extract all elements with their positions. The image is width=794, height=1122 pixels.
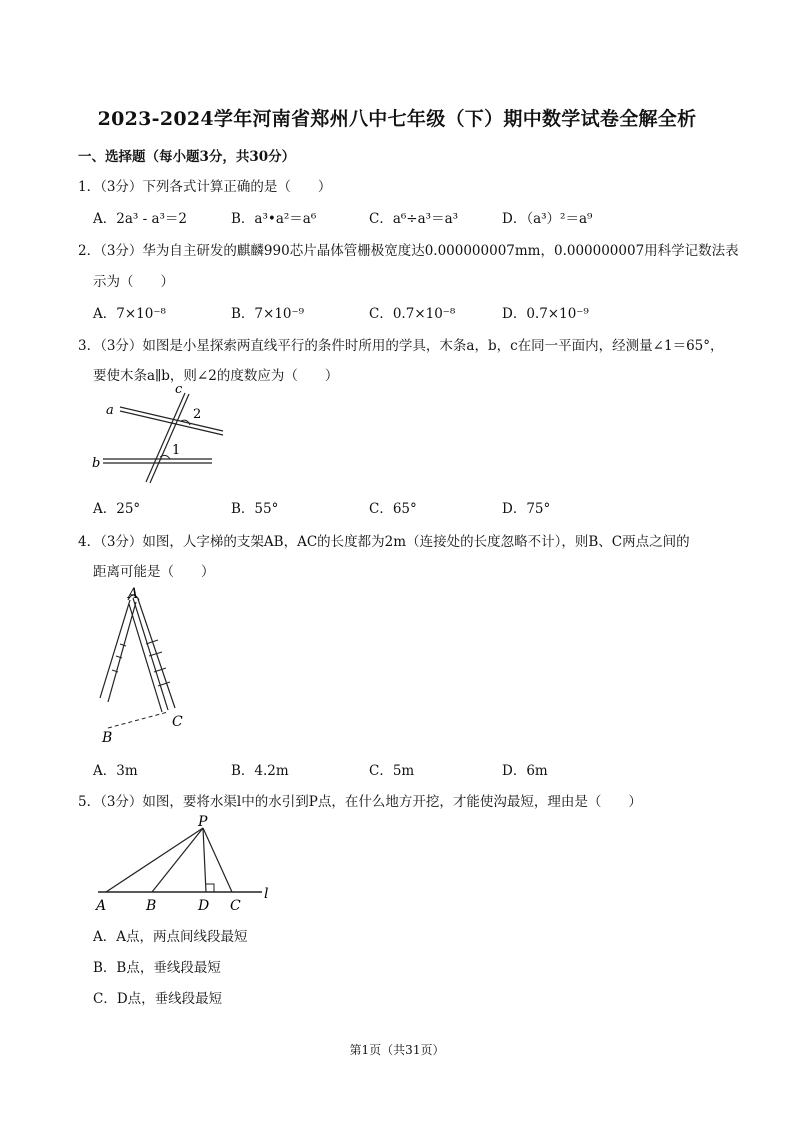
q2-option-d — [502, 302, 589, 322]
question-1-stem — [78, 175, 331, 195]
question-number: 2． — [78, 243, 101, 259]
option-text: 6m — [526, 763, 548, 779]
option-text: 0.7×10⁻⁹ — [526, 306, 589, 322]
question-2-stem — [78, 239, 739, 259]
option-text: 7×10⁻⁹ — [254, 306, 305, 322]
q5-option-c — [93, 987, 222, 1007]
option-label: B． — [231, 211, 255, 227]
option-text: 3m — [116, 763, 138, 779]
option-text: a³•a²＝a⁶ — [254, 211, 317, 227]
ladder-leg-ac — [129, 598, 175, 712]
question-4-stem-cont: 距离可能是（ ） — [93, 564, 215, 580]
q4-option-a — [93, 759, 138, 779]
option-label: C． — [369, 763, 393, 779]
label-c-point: C — [230, 898, 241, 912]
option-label: A． — [93, 929, 117, 945]
option-text: 5m — [392, 763, 415, 779]
q1-option-b — [231, 207, 316, 227]
option-text: 75° — [526, 501, 551, 517]
question-4-stem — [78, 530, 690, 550]
question-3-stem-cont: 要使木条a∥b，则∠2的度数应为（ ） — [93, 368, 339, 384]
label-b-point: B — [146, 898, 157, 912]
label-a-point: A — [128, 586, 139, 602]
page-footer: 第1页（共31页） — [349, 1043, 445, 1057]
question-5-stem — [78, 790, 642, 810]
segment-pd — [203, 828, 206, 892]
label-c: c — [175, 382, 183, 397]
section-heading: 一、选择题（每小题3分，共30分） — [78, 149, 296, 165]
q3-option-a — [93, 497, 140, 517]
stick-b — [103, 459, 212, 463]
option-text: B点，垂线段最短 — [116, 960, 221, 976]
question-text: （3分）如图，人字梯的支架AB，AC的长度都为2m（连接处的长度忽略不计），则B、C两点之间的 — [100, 534, 690, 550]
q5-option-b — [93, 956, 221, 976]
question-text: （3分）华为自主研发的麒麟990芯片晶体管栅极宽度达0.000000007mm，0.000000007用科学记数法表 — [100, 243, 739, 259]
option-label: D． — [502, 763, 527, 779]
question-2-stem-cont: 示为（ ） — [93, 274, 174, 290]
q4-option-d — [502, 759, 548, 779]
q2-option-c — [369, 302, 455, 322]
option-label: A． — [93, 211, 117, 227]
bc-dashed-line — [108, 712, 168, 728]
option-label: B． — [93, 960, 117, 976]
question-number: 5． — [78, 794, 101, 810]
segment-pa — [106, 828, 203, 892]
label-l: l — [264, 886, 269, 902]
label-d-point: D — [198, 898, 210, 912]
segment-pb — [152, 828, 203, 892]
option-label: B． — [231, 306, 255, 322]
label-b-point: B — [102, 730, 113, 746]
option-text: 7×10⁻⁸ — [116, 306, 166, 322]
label-p: P — [198, 814, 208, 830]
stick-a — [120, 407, 223, 435]
question-number: 1． — [78, 179, 101, 195]
option-label: C． — [369, 211, 393, 227]
option-label: A． — [93, 501, 117, 517]
q3-option-c — [369, 497, 417, 517]
parallel-lines-figure — [90, 380, 240, 485]
option-label: C． — [93, 991, 117, 1007]
label-angle-2: 2 — [193, 407, 202, 422]
q3-option-d — [502, 497, 550, 517]
option-text: D点，垂线段最短 — [116, 991, 223, 1007]
option-label: A． — [93, 306, 117, 322]
question-text: （3分）如图，要将水渠l中的水引到P点，在什么地方开挖，才能使沟最短，理由是（ ） — [100, 794, 642, 810]
q4-option-c — [369, 759, 414, 779]
q5-option-a — [93, 925, 248, 945]
stick-c — [146, 393, 189, 483]
option-text: 65° — [392, 501, 417, 517]
q1-option-a — [93, 207, 187, 227]
label-b: b — [92, 456, 101, 471]
canal-figure — [90, 812, 280, 912]
q1-option-d — [502, 207, 592, 227]
label-angle-1: 1 — [172, 443, 181, 458]
q1-option-c — [369, 207, 458, 227]
option-text: 4.2m — [254, 763, 289, 779]
option-text: （a³）²＝a⁹ — [526, 211, 593, 227]
q4-option-b — [231, 759, 289, 779]
option-label: D． — [502, 211, 527, 227]
right-angle-mark — [206, 884, 214, 892]
q2-option-a — [93, 302, 166, 322]
label-a-point: A — [96, 898, 107, 912]
option-label: C． — [369, 306, 393, 322]
option-label: B． — [231, 763, 255, 779]
option-label: C． — [369, 501, 393, 517]
question-number: 3． — [78, 338, 101, 354]
option-label: A． — [93, 763, 117, 779]
question-3-stem — [78, 334, 724, 354]
question-text: （3分）如图是小星探索两直线平行的条件时所用的学具，木条a，b，c在同一平面内，经测量∠1＝65°， — [100, 338, 724, 354]
option-text: a⁶÷a³＝a³ — [392, 211, 459, 227]
label-a: a — [106, 403, 114, 418]
q3-option-b — [231, 497, 278, 517]
q2-option-b — [231, 302, 304, 322]
question-text: （3分）下列各式计算正确的是（ ） — [100, 179, 332, 195]
option-label: D． — [502, 306, 527, 322]
label-c-point: C — [172, 714, 183, 730]
option-text: 2a³ - a³＝2 — [116, 211, 187, 227]
question-number: 4． — [78, 534, 101, 550]
option-text: A点，两点间线段最短 — [116, 929, 248, 945]
stepladder-figure — [92, 586, 202, 746]
option-text: 55° — [254, 501, 279, 517]
option-text: 25° — [116, 501, 141, 517]
option-label: B． — [231, 501, 255, 517]
option-label: D． — [502, 501, 527, 517]
option-text: 0.7×10⁻⁸ — [392, 306, 456, 322]
page-title: 2023-2024学年河南省郑州八中七年级（下）期中数学试卷全解全析 — [97, 108, 697, 130]
ladder-leg-ab — [100, 600, 136, 702]
segment-pc — [203, 828, 232, 892]
